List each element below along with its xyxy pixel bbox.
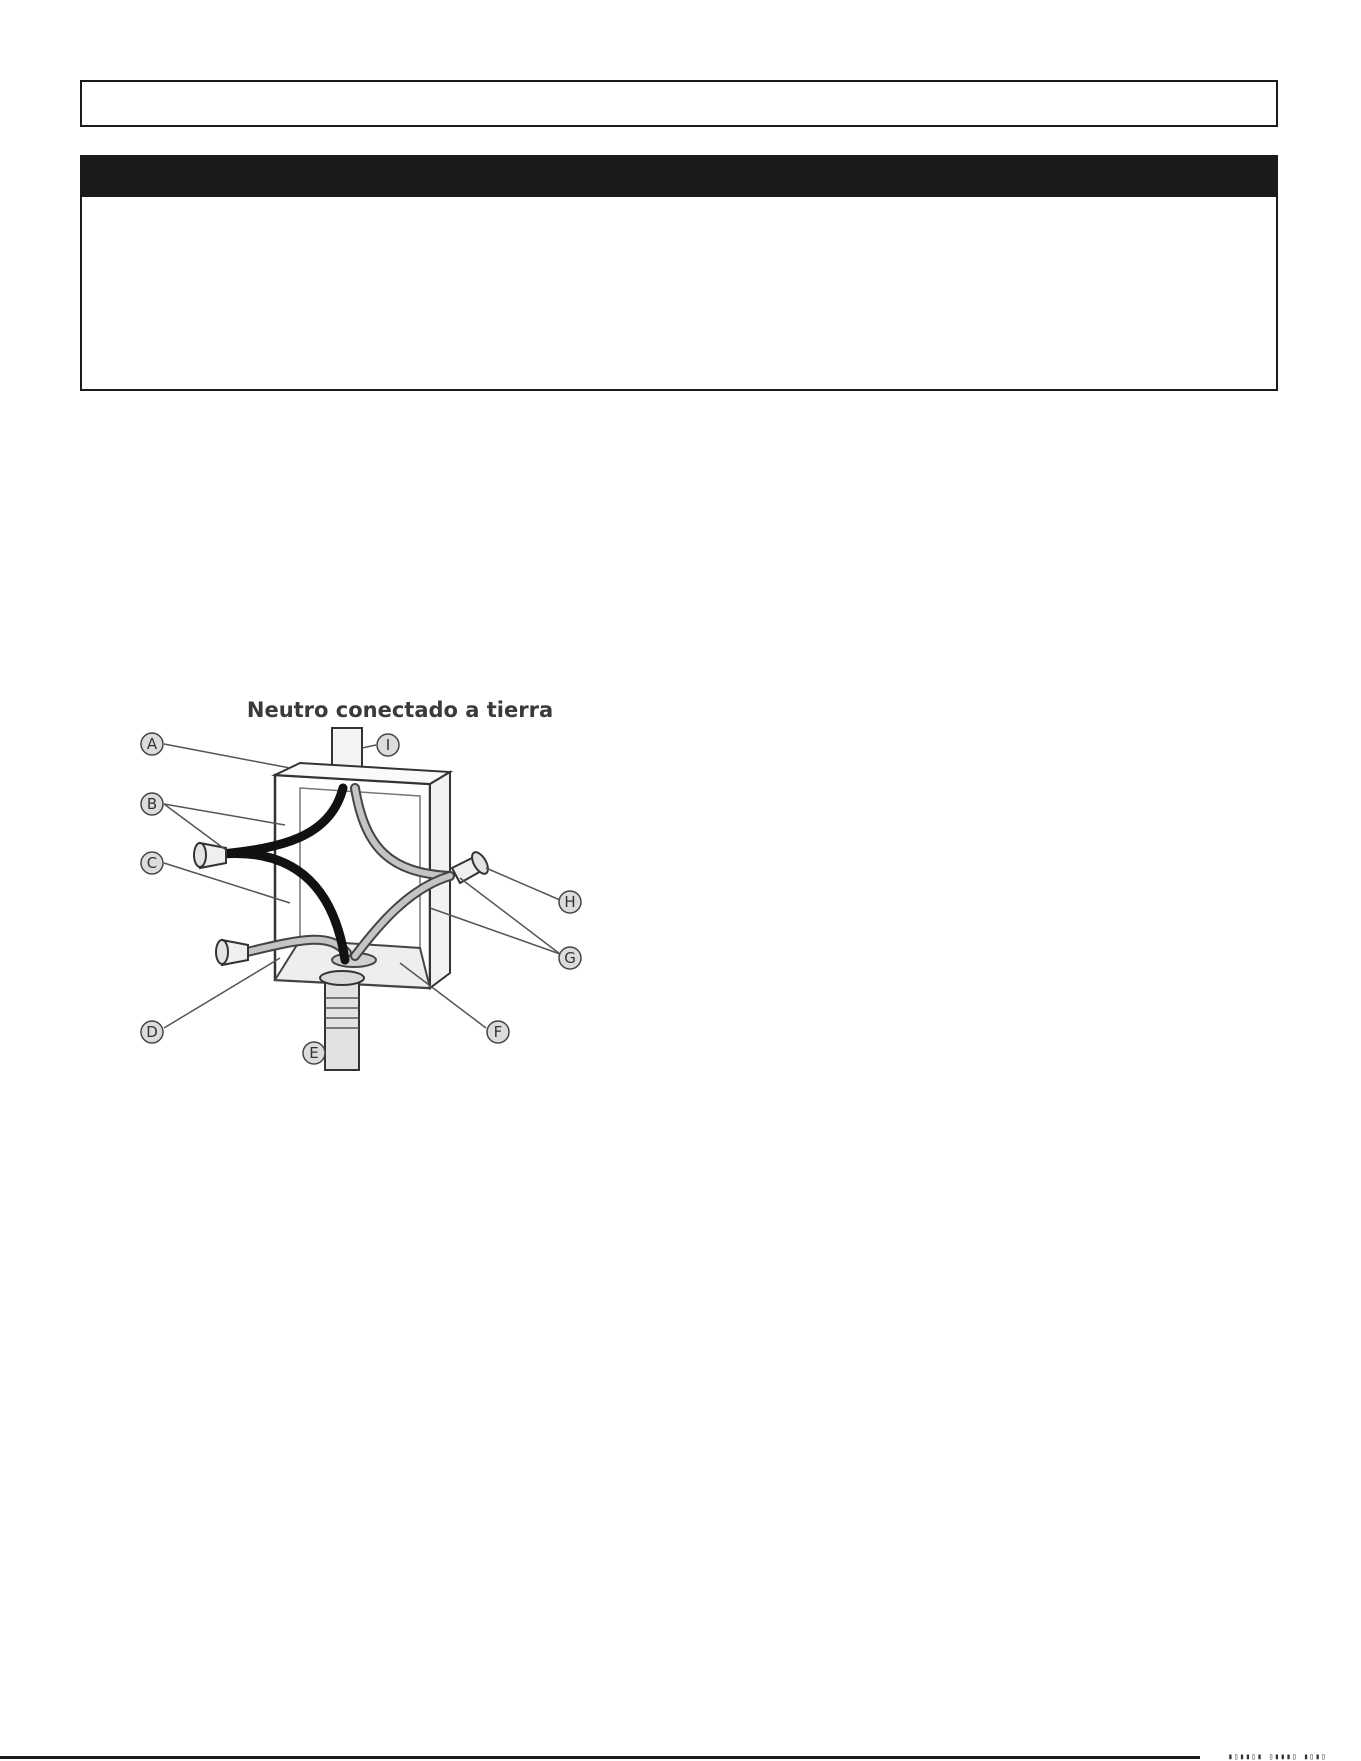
corner-barcode-mark: ▮▯▮▮▯▮ ▯▮▮▮▯ ▮▯▮▯ xyxy=(1228,1752,1327,1761)
label-d xyxy=(141,1021,163,1043)
svg-text:D: D xyxy=(146,1023,158,1041)
grounded-neutral-diagram xyxy=(130,688,600,1078)
label-f xyxy=(487,1021,509,1043)
label-e xyxy=(303,1042,325,1064)
svg-text:I: I xyxy=(385,736,391,754)
svg-text:F: F xyxy=(493,1023,503,1041)
label-a xyxy=(141,733,163,755)
wire-nut-left-bottom xyxy=(216,940,248,965)
label-g xyxy=(559,947,581,969)
wire-nut-right xyxy=(452,850,491,883)
svg-text:H: H xyxy=(564,893,576,911)
top-frame xyxy=(80,80,1278,127)
label-b xyxy=(141,793,163,815)
svg-text:A: A xyxy=(146,735,158,753)
label-h xyxy=(559,891,581,913)
label-c xyxy=(141,852,163,874)
notice-panel xyxy=(80,155,1278,391)
bottom-rule xyxy=(0,1756,1200,1759)
svg-text:E: E xyxy=(309,1044,319,1062)
notice-header-bar xyxy=(82,157,1276,197)
svg-text:C: C xyxy=(146,854,158,872)
svg-text:B: B xyxy=(146,795,158,813)
svg-text:G: G xyxy=(564,949,576,967)
bottom-cable xyxy=(320,971,364,1070)
junction-box-illustration xyxy=(130,688,600,1078)
label-i xyxy=(377,734,399,756)
diagram-title: Neutro conectado a tierra xyxy=(246,698,554,722)
